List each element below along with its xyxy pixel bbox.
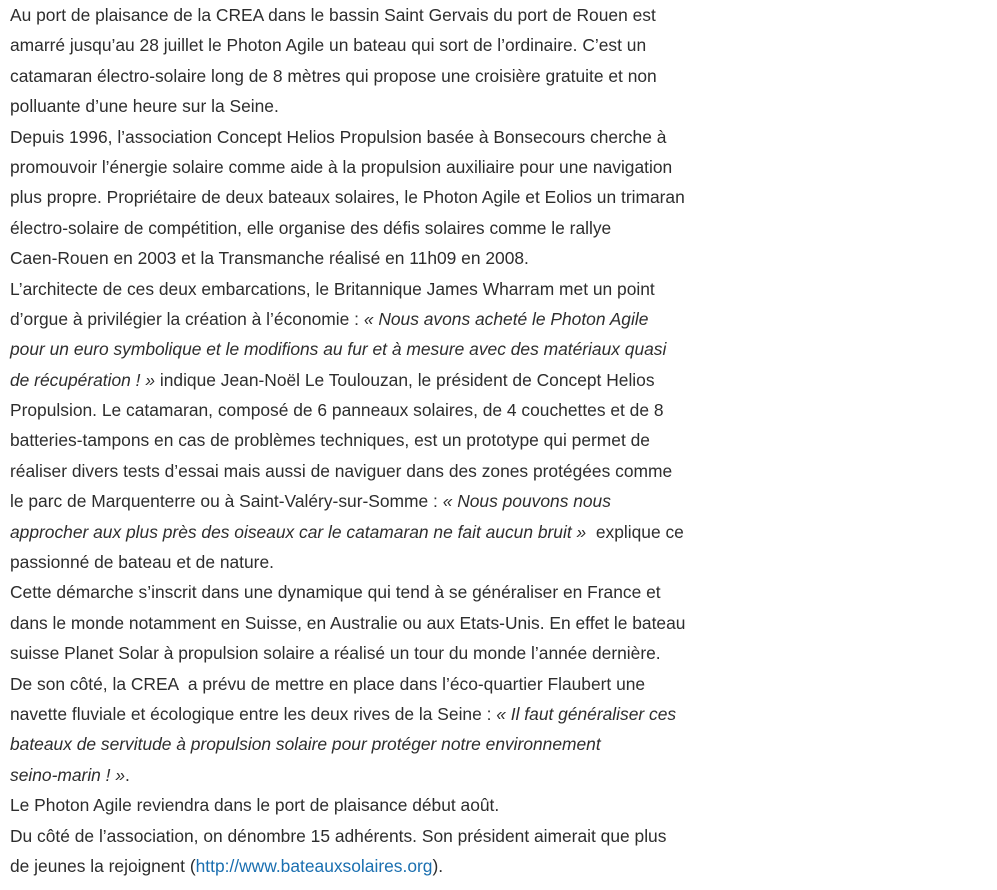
text-line — [10, 213, 990, 243]
body-text: de jeunes la rejoignent ( — [10, 855, 196, 876]
body-text: Au port de plaisance de la CREA dans le bassin Saint Gervais du port de Rouen est — [10, 5, 656, 25]
text-line — [10, 851, 990, 881]
body-text: promouvoir l’énergie solaire comme aide à la propulsion auxiliaire pour une navigation — [10, 156, 673, 177]
text-line — [10, 486, 990, 516]
body-text: indique Jean-Noël Le Toulouzan, le président de Concept Helios — [155, 369, 655, 390]
body-text: Propulsion. Le catamaran, composé de 6 panneaux solaires, de 4 couchettes et de 8 — [10, 400, 664, 421]
body-text: dans le monde notamment en Suisse, en Australie ou aux Etats-Unis. En effet le bateau — [10, 612, 686, 633]
website-link[interactable]: http://www.bateauxsolaires.org — [195, 855, 433, 876]
body-text: Le Photon Agile reviendra dans le port de plaisance début août. — [10, 795, 500, 816]
quote-text: « Il faut généraliser ces — [496, 703, 677, 724]
text-line — [10, 729, 990, 759]
text-line — [10, 395, 990, 425]
text-line — [10, 61, 990, 91]
text-line — [10, 638, 990, 668]
quote-text: « Nous avons acheté le Photon Agile — [363, 308, 649, 329]
body-text: Caen-Rouen en 2003 et la Transmanche réalisé en 11h09 en 2008. — [10, 248, 529, 269]
body-text: L’architecte de ces deux embarcations, le Britannique James Wharram met un point — [10, 278, 655, 299]
text-line — [10, 304, 990, 334]
text-line — [10, 669, 990, 699]
text-line — [10, 91, 990, 121]
text-line — [10, 608, 990, 638]
body-text: navette fluviale et écologique entre les deux rives de la Seine : — [10, 703, 497, 724]
quote-text: de récupération ! » — [10, 369, 156, 390]
text-line — [10, 517, 990, 547]
text-line — [10, 334, 990, 364]
body-text: suisse Planet Solar à propulsion solaire a réalisé un tour du monde l’année dernière. — [10, 643, 661, 664]
quote-text: « Nous pouvons nous — [442, 491, 611, 512]
text-line — [10, 122, 990, 152]
text-line — [10, 274, 990, 304]
text-line — [10, 30, 990, 60]
text-line — [10, 0, 990, 30]
quote-text: approcher aux plus près des oiseaux car le catamaran ne fait aucun bruit » — [10, 521, 587, 542]
text-line — [10, 699, 990, 729]
text-line — [10, 456, 990, 486]
body-text: électro-solaire de compétition, elle organise des défis solaires comme le rallye — [10, 217, 612, 238]
text-line — [10, 182, 990, 212]
text-line — [10, 152, 990, 182]
text-line — [10, 577, 990, 607]
text-line — [10, 547, 990, 577]
quote-text: pour un euro symbolique et le modifions au fur et à mesure avec des matériaux quasi — [10, 339, 667, 360]
body-text: catamaran électro-solaire long de 8 mètres qui propose une croisière gratuite et non — [10, 65, 657, 86]
body-text: réaliser divers tests d’essai mais aussi de naviguer dans des zones protégées comme — [10, 460, 673, 481]
body-text: plus propre. Propriétaire de deux bateaux solaires, le Photon Agile et Eolios un trimaran — [10, 187, 685, 208]
quote-text: seino-marin ! » — [10, 764, 126, 785]
body-text: d’orgue à privilégier la création à l’économie : — [10, 308, 364, 329]
body-text: Cette démarche s’inscrit dans une dynamique qui tend à se généraliser en France et — [10, 582, 661, 603]
body-text: polluante d’une heure sur la Seine. — [10, 96, 279, 117]
text-line — [10, 760, 990, 790]
article-body — [10, 0, 990, 881]
body-text: explique ce — [586, 521, 684, 542]
text-line — [10, 425, 990, 455]
body-text: . — [125, 764, 130, 785]
text-line — [10, 821, 990, 851]
text-line — [10, 243, 990, 273]
body-text: Depuis 1996, l’association Concept Helios Propulsion basée à Bonsecours cherche à — [10, 126, 667, 147]
text-line — [10, 365, 990, 395]
body-text: batteries-tampons en cas de problèmes techniques, est un prototype qui permet de — [10, 430, 650, 451]
body-text: ). — [432, 855, 444, 876]
body-text: amarré jusqu’au 28 juillet le Photon Agile un bateau qui sort de l’ordinaire. C’est un — [10, 35, 647, 56]
body-text: le parc de Marquenterre ou à Saint-Valéry-sur-Somme : — [10, 491, 443, 512]
body-text: De son côté, la CREA a prévu de mettre en place dans l’éco-quartier Flaubert une — [10, 673, 646, 694]
body-text: passionné de bateau et de nature. — [10, 552, 274, 573]
text-line — [10, 790, 990, 820]
body-text: Du côté de l’association, on dénombre 15 adhérents. Son président aimerait que plus — [10, 825, 667, 846]
quote-text: bateaux de servitude à propulsion solaire pour protéger notre environnement — [10, 734, 601, 755]
